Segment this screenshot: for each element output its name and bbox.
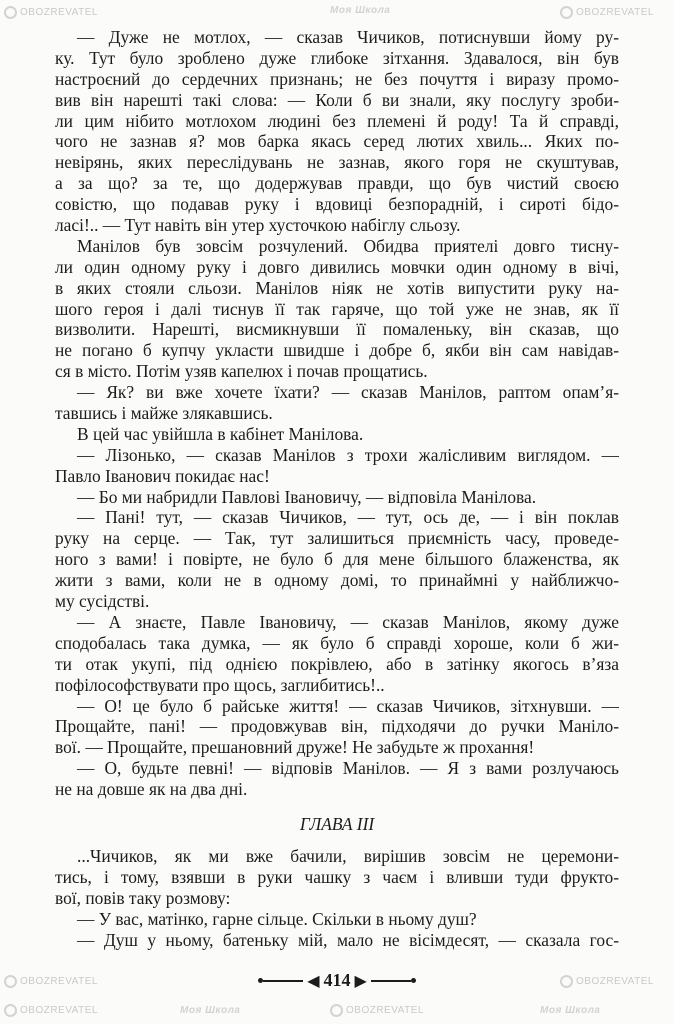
text-line: тавшись і майже злякавшись. — [55, 403, 273, 424]
page-number-text: 414 — [323, 970, 351, 990]
body-text-top — [55, 27, 619, 800]
body-text-chapter — [55, 846, 619, 950]
paragraph — [55, 612, 619, 696]
text-line: — Бо ми набридли Павлові Івановичу, — відповіла Манілова. — [77, 486, 537, 507]
watermark-text: Моя Школа — [180, 1005, 241, 1016]
text-line: — Душ у ньому, батеньку мій, мало не вісімдесят, — сказала гос- — [77, 929, 619, 950]
watermark-text: Моя Школа — [540, 1005, 601, 1016]
text-line: чого не зазнав я? мов барка якась серед лютих хвиль... Яких по- — [55, 131, 619, 152]
text-line: ли цим нібито мотлохом людині без племені й роду! Та й справді, — [55, 110, 619, 131]
ornament-dot-right — [411, 978, 416, 983]
paragraph — [55, 424, 619, 445]
paragraph — [55, 487, 619, 508]
watermark-text: Моя Школа — [330, 5, 391, 16]
text-line: не на довше як на два дні. — [55, 779, 248, 800]
chapter-heading: ГЛАВА III — [299, 814, 375, 834]
text-line: ...Чичиков, як ми вже бачили, вирішив зовсім не церемони- — [77, 846, 619, 866]
text-line: ся в місто. Потім узяв капелюх і почав прощатись. — [55, 361, 428, 382]
text-line: тись, і тому, взявши в руки чашку з чаєм і вливши туди фрукто- — [55, 866, 619, 887]
paragraph — [55, 758, 619, 800]
text-line: визволити. Нарешті, висмикнувши її помаленьку, він сказав, що — [55, 319, 619, 340]
text-line: вив він нарешті такі слова: — Коли б ви знали, яку послугу зроби- — [55, 89, 619, 110]
text-line: — Лізонько, — сказав Манілов з трохи жалісливим виглядом. — — [77, 444, 619, 465]
watermark-text: OBOZREVATEL — [20, 7, 98, 19]
text-line: не погано б купчу укласти швидше і добре б, якби він сам навідав- — [55, 340, 619, 361]
text-line: ку. Тут було зроблено дуже глибоке зітхання. Здавалося, він був — [55, 47, 619, 68]
paragraph — [55, 27, 619, 236]
text-line: — О, будьте певні! — відповів Манілов. — Я з вами розлучаюсь — [77, 758, 619, 779]
obozrevatel-watermark — [560, 6, 654, 19]
page-number — [0, 970, 674, 991]
watermark-logo-icon — [330, 1004, 343, 1017]
watermark-text: OBOZREVATEL — [576, 976, 654, 988]
text-line: — Як? ви вже хочете їхати? — сказав Манілов, раптом опам’я- — [77, 382, 619, 403]
ornament-rule-right — [371, 980, 411, 982]
paragraph — [55, 909, 619, 930]
text-line: ласі!.. — Тут навіть він утер хусточкою набіглу сльозу. — [55, 215, 461, 236]
paragraph — [55, 382, 619, 424]
text-line: — О! це було б райське життя! — сказав Чичиков, зітхнувши. — — [77, 695, 619, 716]
text-line: ного з вами! і повірте, не було б для мене більшого блаженства, як — [55, 549, 619, 570]
text-line: вої, повів таку розмову: — [55, 887, 231, 908]
obozrevatel-watermark — [4, 6, 98, 19]
text-line: настроєний до сердечних признань; не без почуття і виразу промо- — [55, 68, 619, 89]
ornament-arrow-right-icon: ▶ — [354, 972, 367, 990]
watermark-text: OBOZREVATEL — [20, 976, 98, 988]
ornament-rule-left — [263, 980, 303, 982]
moya-shkola-watermark — [540, 1004, 600, 1017]
paragraph — [55, 696, 619, 759]
moya-shkola-watermark — [180, 1004, 240, 1017]
watermark-logo-icon — [560, 6, 573, 19]
text-line: Прощайте, пані! — продовжував він, підходячи до ручки Маніло- — [55, 716, 619, 737]
text-line: В цей час увійшла в кабінет Манілова. — [77, 423, 364, 444]
watermark-text: OBOZREVATEL — [20, 1005, 98, 1017]
text-line: в яких стояли сльози. Манілов ніяк не хотів випустити руку на- — [55, 277, 619, 298]
watermark-logo-icon — [4, 1004, 17, 1017]
text-line: ли один одному руку і довго дивились мовчки один одному в вічі, — [55, 256, 619, 277]
text-line: шого героя і далі тиснув її так гаряче, що той уже не знав, як її — [55, 298, 619, 319]
text-line: сподобалась така думка, — як було б справді хороше, коли б жи- — [55, 632, 619, 653]
text-line: а за що? за те, що додержував правди, що був чистий своєю — [55, 173, 619, 194]
watermark-text: OBOZREVATEL — [346, 1005, 424, 1017]
text-line: совістю, що подавав руку і вдовиці безпорадній, і сироті бідо- — [55, 194, 619, 215]
obozrevatel-watermark — [330, 1004, 424, 1017]
text-line: жити з вами, коли не в одному домі, то принаймні у найближчо- — [55, 570, 619, 591]
watermark-text: OBOZREVATEL — [576, 7, 654, 19]
moya-shkola-watermark — [330, 4, 390, 17]
paragraph — [55, 236, 619, 382]
text-line: — Пані! тут, — сказав Чичиков, — тут, ось де, — і він поклав — [77, 507, 619, 528]
ornament-arrow-left-icon: ◀ — [307, 972, 320, 990]
paragraph — [55, 507, 619, 611]
paragraph — [55, 930, 619, 951]
text-line: му сусідстві. — [55, 591, 150, 612]
text-line: — У вас, матінко, гарне сільце. Скільки в ньому душ? — [77, 908, 477, 929]
text-line: ти отак укупі, під однією покрівлею, або в затінку якогось в’яза — [55, 653, 619, 674]
watermark-logo-icon — [4, 6, 17, 19]
text-line: Манілов був зовсім розчулений. Обидва приятелі довго тисну- — [77, 235, 619, 256]
text-line: Павло Іванович покидає нас! — [55, 465, 270, 486]
text-line: — А знаєте, Павле Івановичу, — сказав Манілов, якому дуже — [77, 611, 619, 632]
text-line: невірянь, яких переслідувань не зазнав, якого горя не скуштував, — [55, 152, 619, 173]
text-line: вої. — Прощайте, прешановний друже! Не забудьте ж прохання! — [55, 737, 535, 758]
text-line: пофілософствувати про щось, заглибитись!.. — [55, 674, 385, 695]
obozrevatel-watermark — [4, 1004, 98, 1017]
paragraph — [55, 846, 619, 909]
text-line: руку на серце. — Так, тут залишиться приємність часу, проведе- — [55, 528, 619, 549]
paragraph — [55, 445, 619, 487]
text-line: — Дуже не мотлох, — сказав Чичиков, потиснувши йому ру- — [77, 27, 619, 47]
